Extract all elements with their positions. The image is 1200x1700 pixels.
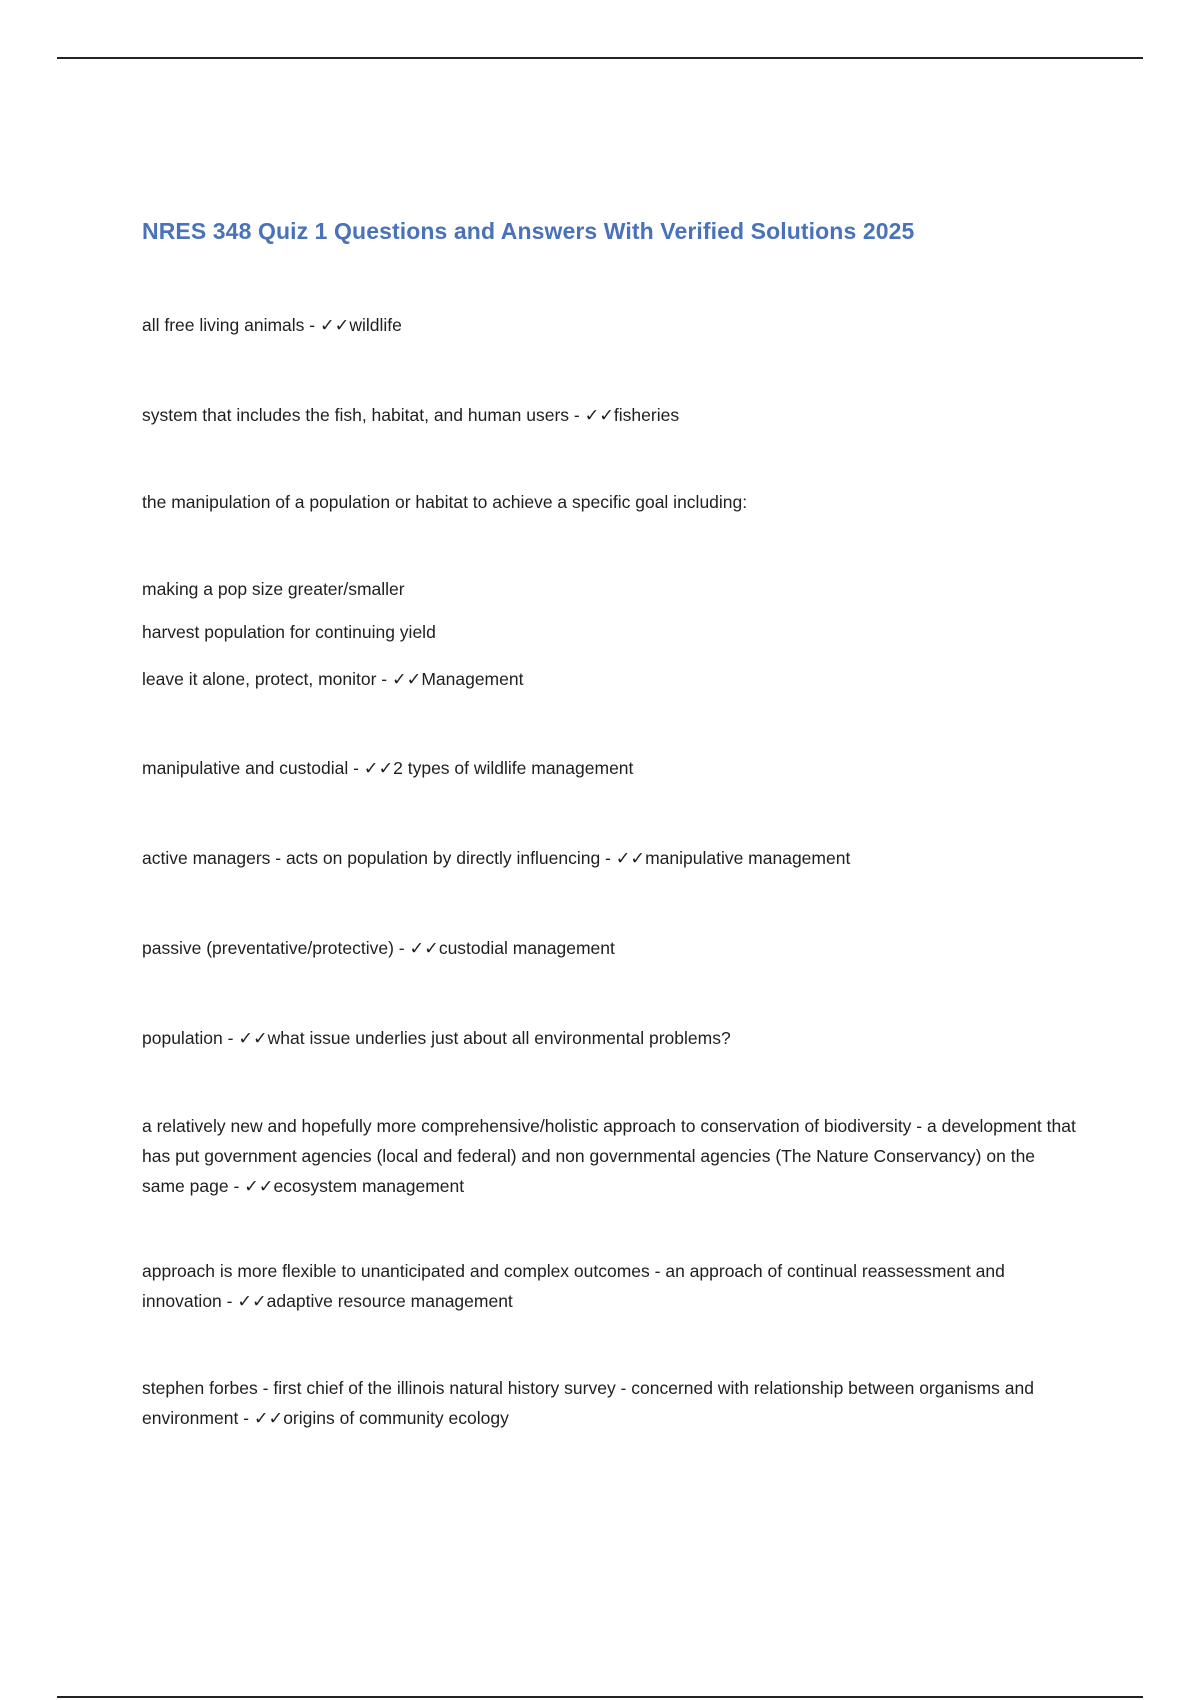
qa-entry-1 (142, 310, 1082, 340)
qa-entry-4 (142, 753, 1082, 783)
question-text: all free living animals - (142, 315, 320, 335)
qa-entry-7 (142, 1023, 1082, 1053)
qa-entry-3-item-3 (142, 664, 1082, 694)
document-body (142, 0, 1082, 1700)
question-text: a relatively new and hopefully more comprehensive/holistic approach to conservation of biodiversity - a development that has put government agencies (local and federal) and non governmental agencies (The Nature Conservancy) on the same page - (142, 1116, 1076, 1196)
qa-entry-5 (142, 843, 1082, 873)
question-text: making a pop size greater/smaller (142, 579, 405, 599)
answer-text: ecosystem management (273, 1176, 465, 1196)
qa-entry-3-item-1 (142, 574, 1082, 604)
answer-text: what issue underlies just about all environmental problems? (267, 1028, 731, 1048)
check-mark-icon: ✓✓ (238, 1028, 268, 1048)
question-text: system that includes the fish, habitat, and human users - (142, 405, 585, 425)
footer-rule (57, 1696, 1143, 1698)
answer-text: origins of community ecology (283, 1408, 509, 1428)
question-text: active managers - acts on population by directly influencing - (142, 848, 616, 868)
check-mark-icon: ✓✓ (237, 1291, 267, 1311)
check-mark-icon: ✓✓ (363, 758, 394, 778)
document-title: NRES 348 Quiz 1 Questions and Answers With Verified Solutions 2025 (142, 218, 915, 244)
qa-entry-8 (142, 1111, 1082, 1201)
answer-text: 2 types of wildlife management (393, 758, 634, 778)
check-mark-icon: ✓✓ (391, 669, 422, 689)
question-text: passive (preventative/protective) - (142, 938, 410, 958)
qa-entry-3-item-2 (142, 617, 1082, 647)
qa-entry-2 (142, 400, 1082, 430)
answer-text: Management (421, 669, 524, 689)
question-text: the manipulation of a population or habitat to achieve a specific goal including: (142, 492, 748, 512)
question-text: harvest population for continuing yield (142, 622, 436, 642)
qa-entry-3 (142, 487, 1082, 517)
answer-text: fisheries (613, 405, 680, 425)
question-text: stephen forbes - first chief of the illinois natural history survey - concerned with relationship between organisms and environment - (142, 1378, 1034, 1428)
question-text: population - (142, 1028, 239, 1048)
check-mark-icon: ✓✓ (253, 1408, 284, 1428)
qa-entry-9 (142, 1256, 1082, 1316)
answer-text: adaptive resource management (266, 1291, 513, 1311)
question-text: leave it alone, protect, monitor - (142, 669, 392, 689)
answer-text: custodial management (438, 938, 615, 958)
check-mark-icon: ✓✓ (584, 405, 614, 425)
qa-entry-10 (142, 1373, 1082, 1433)
answer-text: wildlife (349, 315, 402, 335)
check-mark-icon: ✓✓ (244, 1176, 274, 1196)
question-text: manipulative and custodial - (142, 758, 364, 778)
check-mark-icon: ✓✓ (409, 938, 439, 958)
check-mark-icon: ✓✓ (615, 848, 646, 868)
question-text: approach is more flexible to unanticipated and complex outcomes - an approach of continual reassessment and innovation - (142, 1261, 1005, 1311)
qa-entry-6 (142, 933, 1082, 963)
answer-text: manipulative management (645, 848, 851, 868)
check-mark-icon: ✓✓ (319, 315, 350, 335)
